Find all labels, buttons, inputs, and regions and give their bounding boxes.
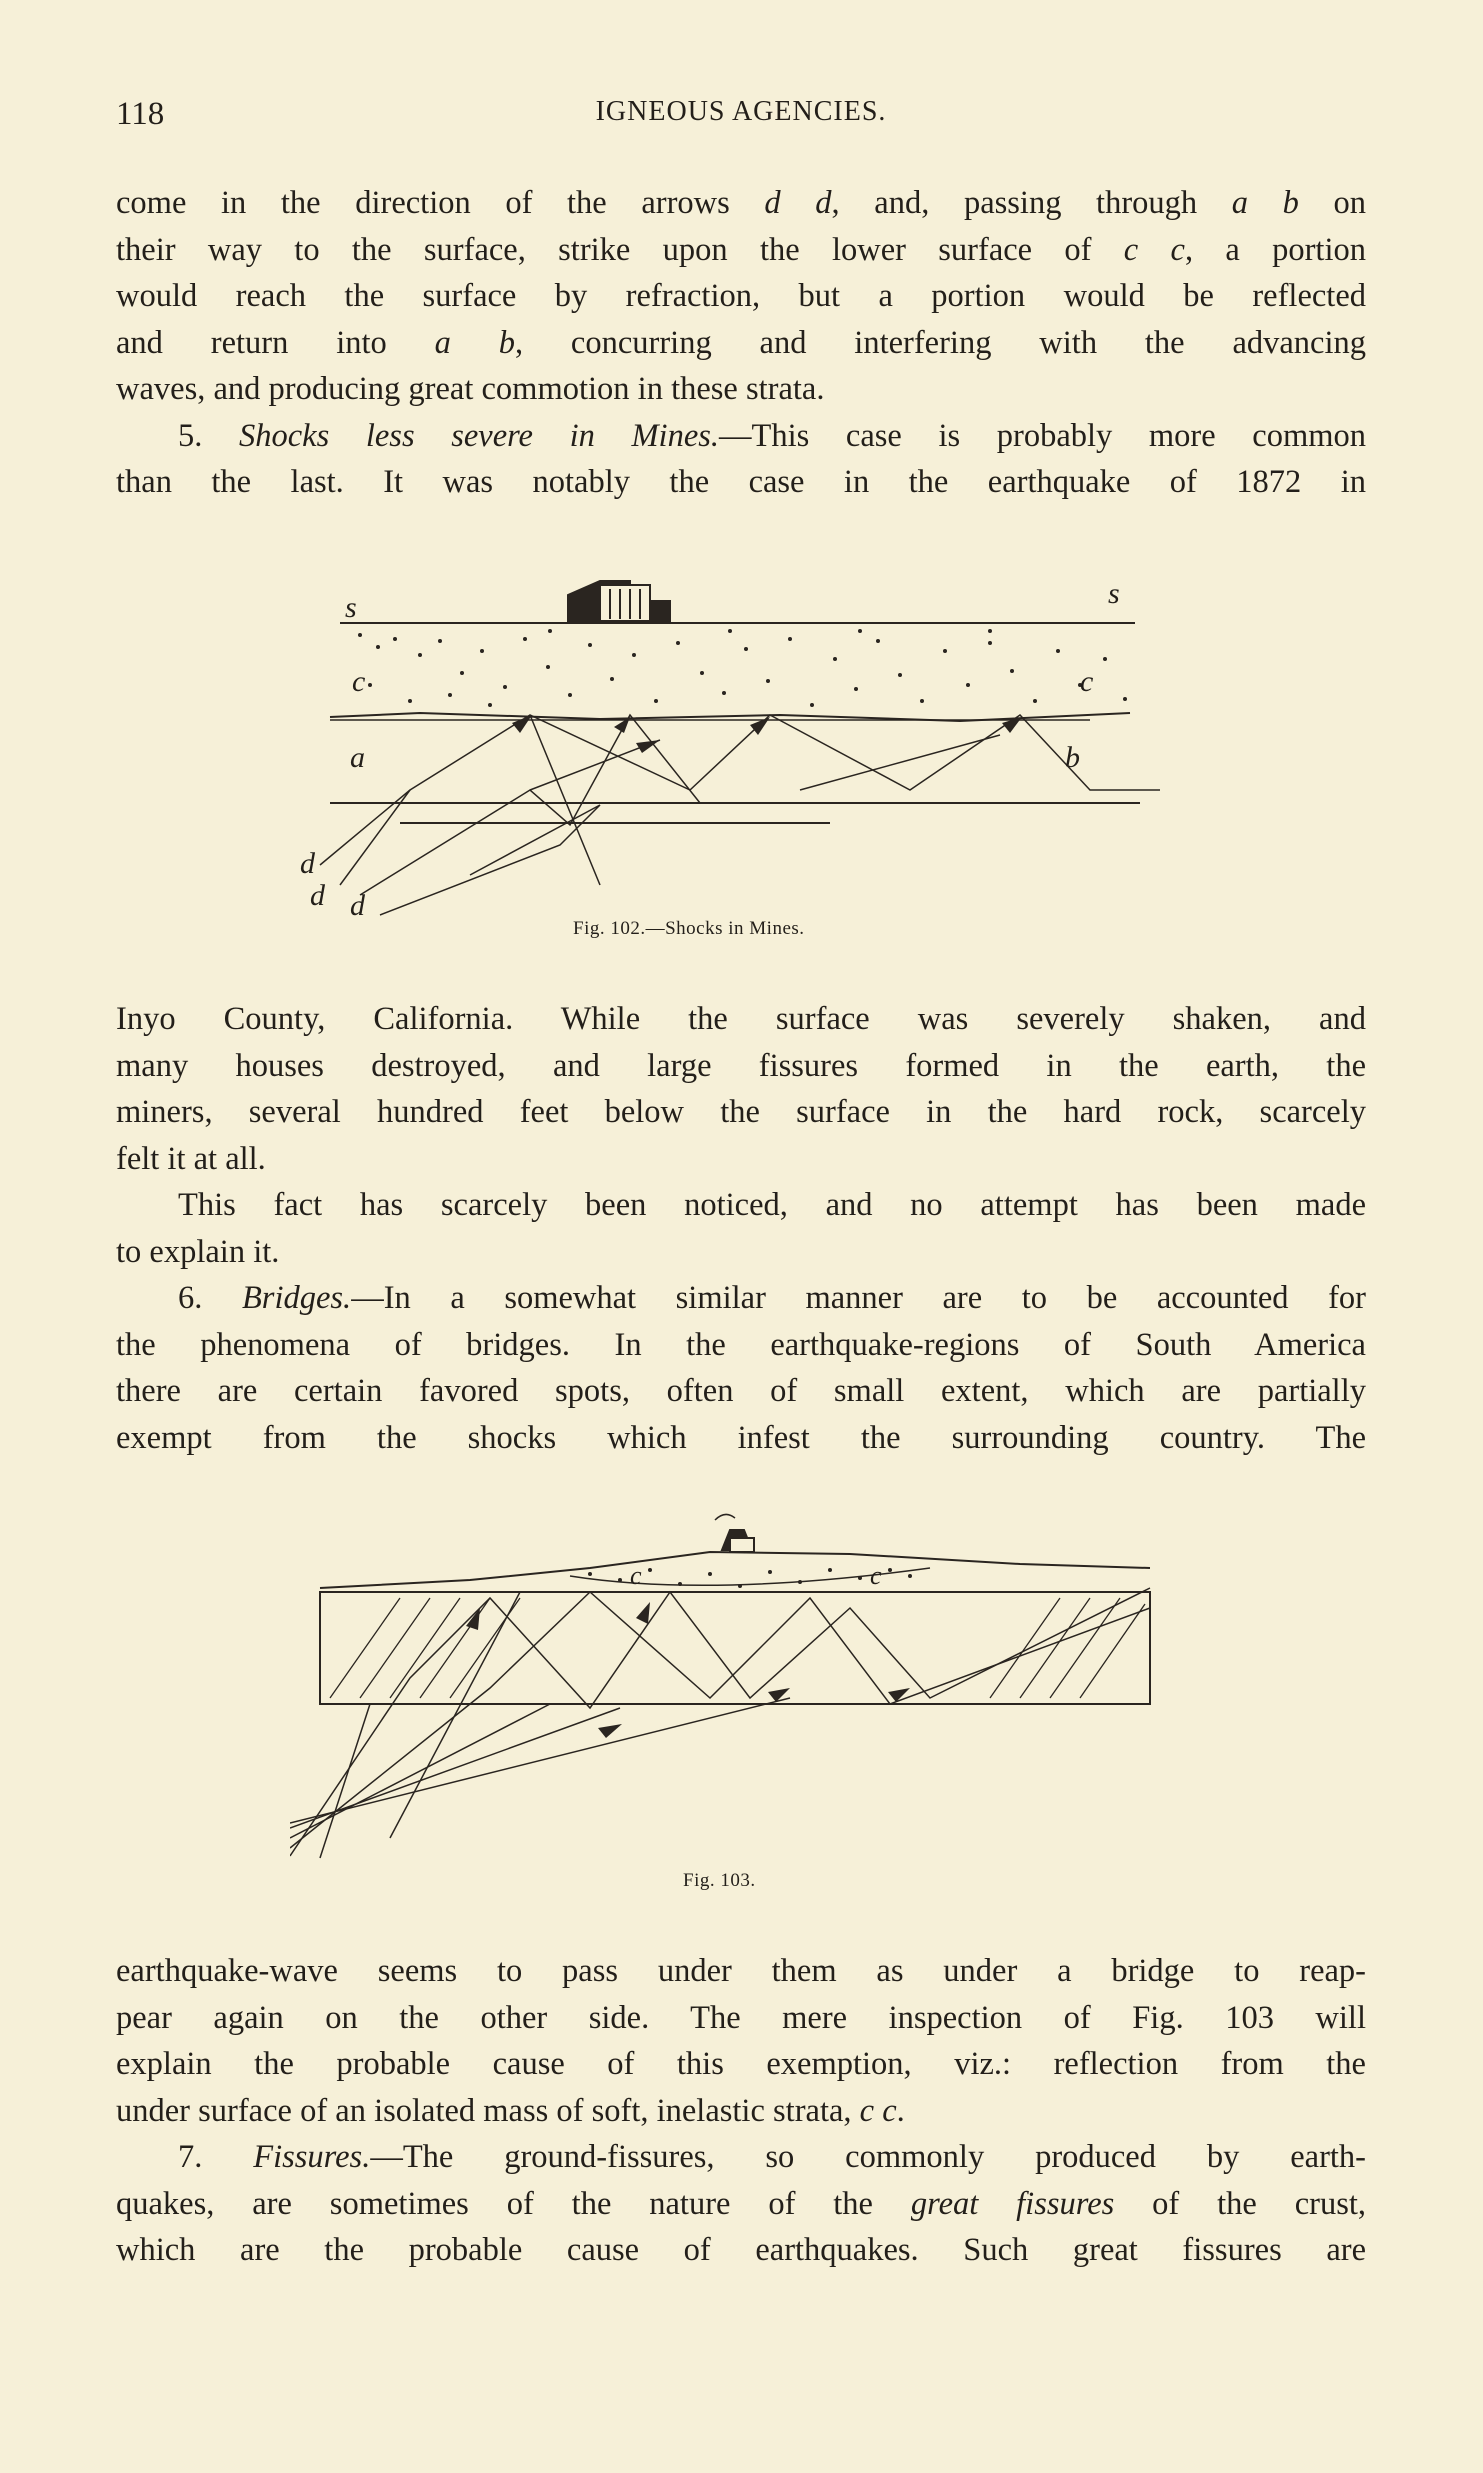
label-b: b xyxy=(1065,741,1080,774)
figure-102-diagram xyxy=(300,555,1160,935)
text-line: explain the probable cause of this exemption, viz.: reflection from the xyxy=(116,2046,1366,2082)
text-line: quakes, are sometimes of the nature of the great fissures of the crust, xyxy=(116,2185,1367,2222)
text-line: earthquake-wave seems to pass under them as under a bridge to reap- xyxy=(116,1953,1366,1989)
ground-surface xyxy=(320,1552,1150,1588)
label-s-right: s xyxy=(1108,577,1120,610)
section-heading-line: 5. Shocks less severe in Mines.—This case is probably more common xyxy=(178,417,1367,454)
label-s-left: s xyxy=(345,591,357,624)
label-d-1: d xyxy=(300,847,315,880)
text-line: under surface of an isolated mass of soft, inelastic strata, c c. xyxy=(116,2092,905,2129)
text-line: pear again on the other side. The mere inspection of Fig. 103 will xyxy=(116,1999,1366,2036)
text-line: their way to the surface, strike upon the lower surface of c c, a portion xyxy=(116,231,1366,268)
label-d-2: d xyxy=(310,879,325,912)
text-line: waves, and producing great commotion in these strata. xyxy=(116,371,825,407)
label-c-right: c xyxy=(870,1561,882,1590)
text-line: Inyo County, California. While the surface was severely shaken, and xyxy=(116,1001,1366,1037)
text-line: the phenomena of bridges. In the earthquake-regions of South America xyxy=(116,1326,1366,1363)
label-a: a xyxy=(350,741,365,774)
figure-102-caption: Fig. 102.—Shocks in Mines. xyxy=(573,918,805,939)
figure-103-caption: Fig. 103. xyxy=(683,1870,756,1891)
section-heading-line: 6. Bridges.—In a somewhat similar manner are to be accounted for xyxy=(178,1280,1367,1316)
text-line: exempt from the shocks which infest the surrounding country. The xyxy=(116,1419,1366,1456)
page-header xyxy=(116,96,1366,146)
text-line: many houses destroyed, and large fissures formed in the earth, the xyxy=(116,1047,1366,1084)
figure-102 xyxy=(300,555,1160,935)
section-heading-line: 7. Fissures.—The ground-fissures, so commonly produced by earth- xyxy=(178,2139,1367,2175)
text-block-1 xyxy=(116,180,1366,506)
label-d-3: d xyxy=(350,889,365,922)
page-number: 118 xyxy=(116,96,165,132)
text-line: to explain it. xyxy=(116,1233,280,1270)
text-line: there are certain favored spots, often of small extent, which are partially xyxy=(116,1373,1366,1409)
label-c-right: c xyxy=(1080,665,1094,698)
text-line: and return into a b, concurring and interfering with the advancing xyxy=(116,324,1366,361)
text-block-2 xyxy=(116,996,1366,1461)
text-line: felt it at all. xyxy=(116,1140,266,1177)
text-line: come in the direction of the arrows d d, and, passing through a b on xyxy=(116,185,1367,221)
label-c-left: c xyxy=(352,665,366,698)
figure-103 xyxy=(290,1508,1170,1868)
running-head: IGNEOUS AGENCIES. xyxy=(595,96,887,127)
text-line: miners, several hundred feet below the surface in the hard rock, scarcely xyxy=(116,1094,1366,1130)
figure-103-diagram xyxy=(290,1508,1170,1868)
text-line: would reach the surface by refraction, but a portion would be reflected xyxy=(116,278,1366,314)
text-line: which are the probable cause of earthquakes. Such great fissures are xyxy=(116,2232,1366,2268)
text-block-3 xyxy=(116,1948,1366,2274)
text-line: This fact has scarcely been noticed, and no attempt has been made xyxy=(178,1187,1366,1223)
text-line: than the last. It was notably the case in the earthquake of 1872 in xyxy=(116,464,1366,500)
label-c-left: c xyxy=(630,1561,642,1590)
